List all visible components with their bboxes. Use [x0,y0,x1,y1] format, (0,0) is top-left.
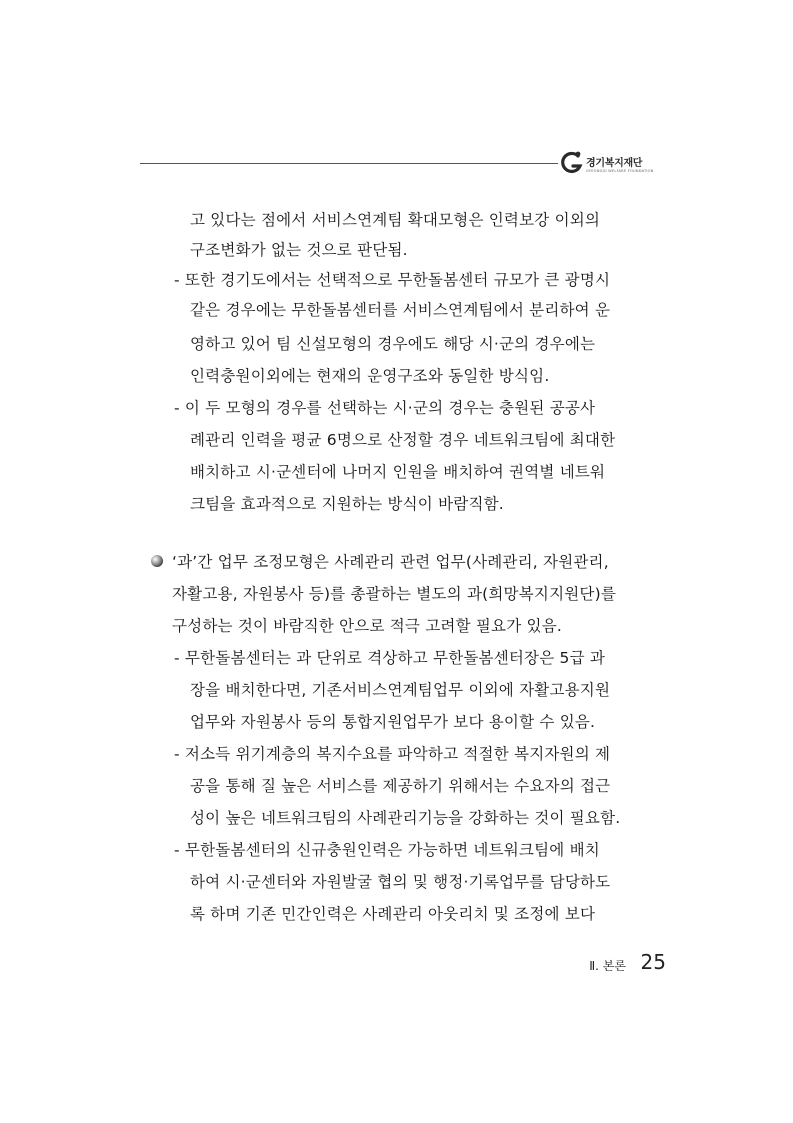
body-line: 하여 시·군센터와 자원발굴 협의 및 행정·기록업무를 담당하도 [190,873,611,891]
body-line: 같은 경우에는 무한돌봄센터를 서비스연계팀에서 분리하여 운 [190,301,611,319]
body-line: - 또한 경기도에서는 선택적으로 무한돌봄센터 규모가 큰 광명시 [174,271,611,289]
body-line: - 이 두 모형의 경우를 선택하는 시·군의 경우는 충원된 공공사 [174,399,596,417]
body-line: 인력충원이외에는 현재의 운영구조와 동일한 방식임. [190,367,550,385]
body-line: 성이 높은 네트워크팀의 사례관리기능을 강화하는 것이 필요함. [190,809,621,827]
org-name-en: GYEONGGI WELFARE FOUNDATION [586,169,654,173]
header-rule [140,163,558,164]
org-name: 경기복지재단 [586,158,643,169]
body-line: 영하고 있어 팀 신설모형의 경우에도 해당 시·군의 경우에는 [190,335,596,353]
body-line: 례관리 인력을 평균 6명으로 산정할 경우 네트워크팀에 최대한 [190,431,616,449]
body-line: 공을 통해 질 높은 서비스를 제공하기 위해서는 수요자의 접근 [190,777,611,795]
logo-mark-icon [560,150,584,176]
body-line: 구성하는 것이 바람직한 안으로 적극 고려할 필요가 있음. [172,617,562,635]
body-line: 장을 배치한다면, 기존서비스연계팀업무 이외에 자활고용지원 [190,681,611,699]
body-line: 록 하며 기존 민간인력은 사례관리 아웃리치 및 조정에 보다 [190,905,596,923]
body-line: - 무한돌봄센터의 신규충원인력은 가능하면 네트워크팀에 배치 [174,841,600,859]
foundation-logo [560,150,670,180]
body-line: 고 있다는 점에서 서비스연계팀 확대모형은 인력보강 이외의 [190,211,601,229]
body-line: ‘과’간 업무 조정모형은 사례관리 관련 업무(사례관리, 자원관리, [172,553,609,571]
body-line: 자활고용, 자원봉사 등)를 총괄하는 별도의 과(희망복지지원단)를 [172,585,617,603]
body-line: - 무한돌봄센터는 과 단위로 격상하고 무한돌봄센터장은 5급 과 [174,649,606,667]
body-line: 구조변화가 없는 것으로 판단됨. [190,241,408,259]
body-line: - 저소득 위기계층의 복지수요를 파악하고 적절한 복지자원의 제 [174,745,611,763]
body-line: 배치하고 시·군센터에 나머지 인원을 배치하여 권역별 네트워 [190,463,606,481]
page-number: 25 [640,950,666,974]
page-footer [560,950,666,980]
section-label: Ⅱ. 본론 [589,959,626,973]
body-line: 업무와 자원봉사 등의 통합지원업무가 보다 용이할 수 있음. [190,713,596,731]
sphere-bullet-icon [150,554,164,568]
body-line: 크팀을 효과적으로 지원하는 방식이 바람직함. [190,495,504,513]
